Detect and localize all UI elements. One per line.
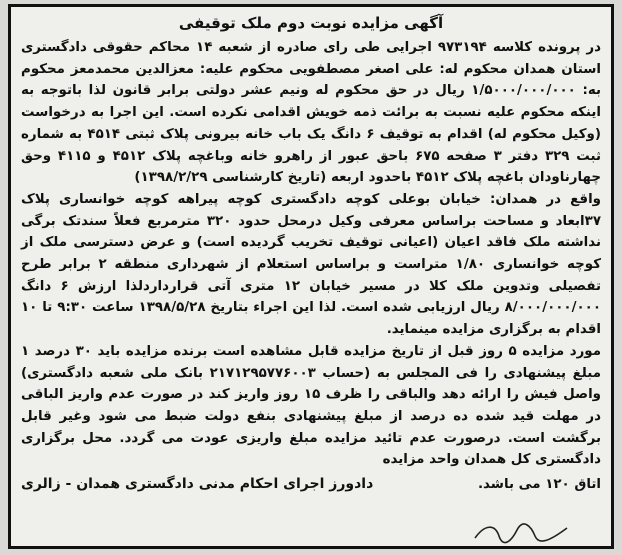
notice-paragraph-property: واقع در همدان: خیابان بوعلی کوچه دادگستری کوچه پیراهه کوچه خوانساری پلاک ۳۷ابعاد و مساحت براساس معرفی وکیل درمحل حدود ۳۲۰ مترمربع فعلاً سندتک برگی نداشته ملک فاقد اعیان (اعیانی توقیف تخریب گردیده است) و عرض دسترسی ملک از کوچه خوانساری ۱/۸۰ متراست و براساس استعلام از شهرداری منطقه ۲ برابر طرح تفصیلی وتدوین ملک کلا در مسیر خیابان ۱۲ متری آتی قرارداردلذا ارزش ۶ دانگ ۸/۰۰۰/۰۰۰/۰۰۰ ریال ارزیابی شده است. لذا این اجراء بتاریخ ۱۳۹۸/۵/۲۸ ساعت ۹:۳۰ تا ۱۰ اقدام به برگزاری مزایده مینماید. xyxy=(21,191,602,338)
issuing-authority: دادورز اجرای احکام مدنی دادگستری همدان - زالری xyxy=(21,476,374,493)
notice-footer xyxy=(21,473,601,496)
signature-scribble-icon xyxy=(471,522,571,544)
notice-paragraph-case: در پرونده کلاسه ۹۷۳۱۹۴ اجرایی طی رای صادره از شعبه ۱۴ محاکم حقوقی دادگستری استان همدان محکوم له: علی اصغر مصطفویی محکوم علیه: معزالدین محمدمعز محکوم به: ۱/۵۰۰۰/۰۰۰/۰۰۰ ریال در حق محکوم له ونیم عشر دولتی برابر قانون لذا باتوجه به اینکه محکوم علیه نسبت به برائت ذمه خویش اقدامی نکرده است. این اجرا به درخواست (وکیل محکوم له) اقدام به توقیف ۶ دانگ یک باب خانه بیرونی پلاک ثبتی ۴۵۱۴ به شماره ثبت ۳۲۹ دفتر ۳ صفحه ۶۷۵ باحق عبور از راهرو خانه وباغچه پلاک ۴۵۱۲ و ۴۱۱۵ وحق چهارناودان باغچه پلاک ۴۵۱۲ باحدود اربعه (تاریخ کارشناسی ۱۳۹۸/۲/۲۹) xyxy=(21,40,602,186)
room-number: اتاق ۱۲۰ می باشد. xyxy=(477,477,601,493)
auction-notice xyxy=(8,4,614,549)
notice-body xyxy=(21,37,601,471)
notice-paragraph-terms: مورد مزایده ۵ روز قبل از تاریخ مزایده قابل مشاهده است برنده مزایده باید ۳۰ درصد ۱ مبلغ پیشنهادی را فی المجلس به (حساب ۲۱۷۱۲۹۵۷۷۶۰۰۳ بانک ملی شعبه دادگستری) واصل فیش را ارائه دهد والباقی را ظرف ۱۵ روز واریز کند در صورت عدم واریز الباقی در مهلت قید شده ده درصد از مبلغ پیشنهادی بنفع دولت ضبط می شود وغیر قابل برگشت است. درصورت عدم تائید مزایده مبلغ واریزی عودت می گردد. محل برگزاری دادگستری کل همدان واحد مزایده xyxy=(21,343,602,468)
notice-title: آگهی مزایده نوبت دوم ملک توقیفی xyxy=(178,14,444,32)
